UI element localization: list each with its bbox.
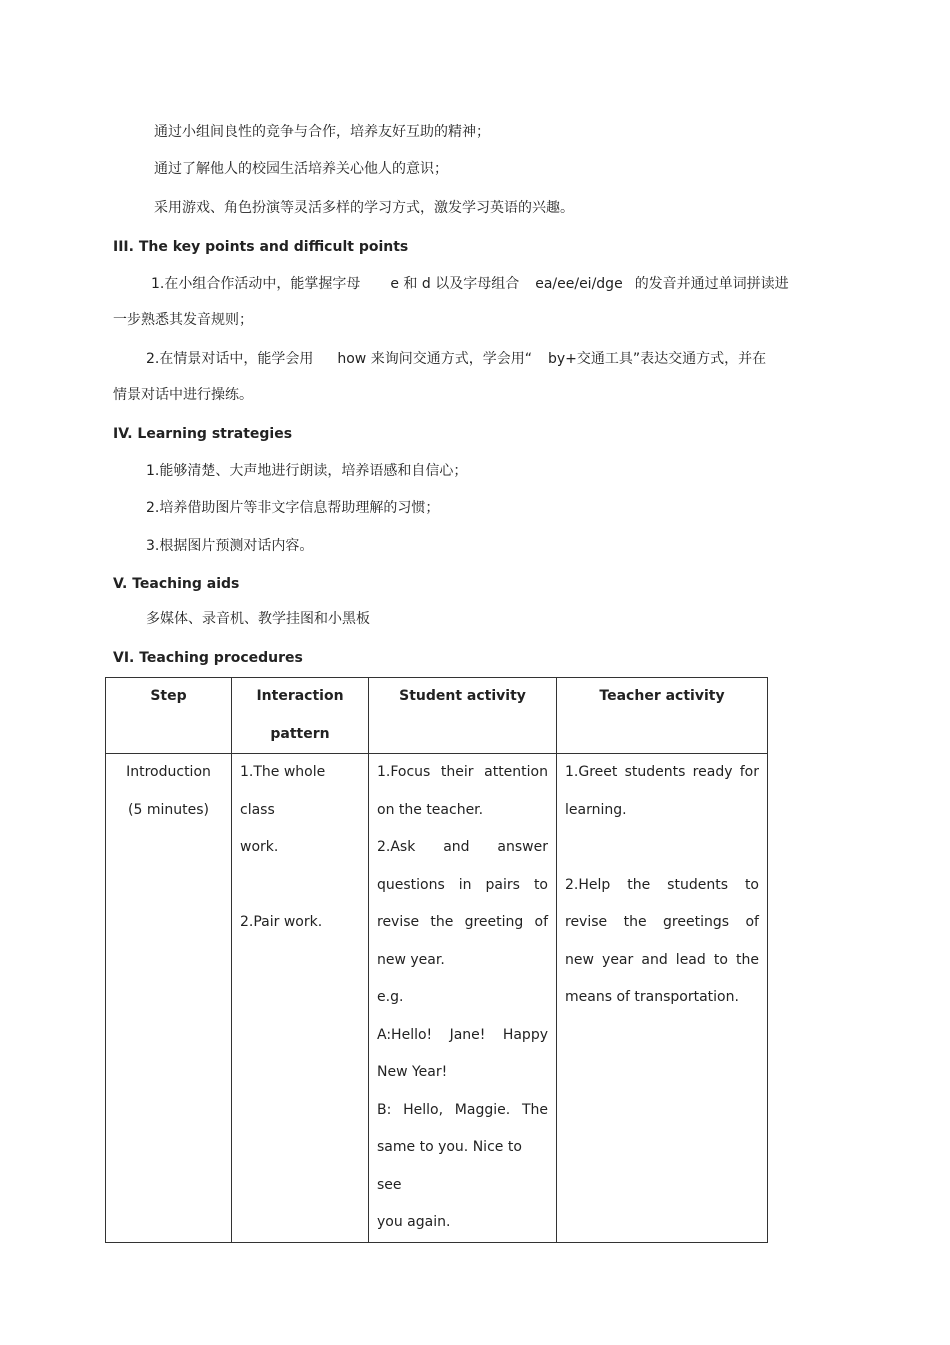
header-student-activity bbox=[369, 678, 557, 754]
key-point-1-part-b: e 和 d 以及字母组合 bbox=[390, 276, 520, 292]
teacher-line-2: learning. bbox=[565, 801, 627, 818]
student-line-10: B: Hello, Maggie. The bbox=[377, 1101, 548, 1118]
student-line-5: revise the greeting of bbox=[377, 914, 548, 930]
key-point-1-part-a: 1.在小组合作活动中，能掌握字母 bbox=[151, 276, 361, 292]
header-teacher-label: Teacher activity bbox=[599, 688, 725, 704]
header-teacher-activity bbox=[557, 678, 768, 754]
strategy-1: 1.能够清楚、大声地进行朗读，培养语感和自信心； bbox=[146, 463, 468, 479]
section-5-heading: V. Teaching aids bbox=[113, 576, 240, 592]
header-interaction bbox=[232, 678, 369, 754]
cell-student-activity bbox=[369, 754, 557, 1243]
student-line-8: A:Hello! Jane! Happy bbox=[377, 1026, 548, 1043]
teacher-line-6: new year and lead to the bbox=[565, 951, 759, 968]
teacher-line-4: 2.Help the students to bbox=[565, 876, 759, 893]
student-line-4: questions in pairs to bbox=[377, 876, 548, 893]
key-point-1-line-1 bbox=[151, 274, 789, 294]
teacher-line-5: revise the greetings of bbox=[565, 914, 759, 930]
interaction-1-line-1: 1.The whole class bbox=[240, 764, 326, 818]
table-row bbox=[106, 754, 768, 1243]
cell-step bbox=[106, 754, 232, 1243]
key-point-2-part-a: 2.在情景对话中，能学会用 bbox=[146, 351, 314, 367]
table-header-row bbox=[106, 678, 768, 754]
cell-teacher-activity bbox=[557, 754, 768, 1243]
student-line-11: same to you. Nice to see bbox=[377, 1139, 522, 1193]
key-point-1-part-d: 的发音并通过单词拼读进 bbox=[634, 276, 789, 292]
student-line-2: on the teacher. bbox=[377, 801, 484, 818]
cell-interaction bbox=[232, 754, 369, 1243]
interaction-1-line-2: work. bbox=[240, 839, 279, 855]
teacher-line-1: 1.Greet students ready for bbox=[565, 764, 759, 780]
key-point-1-line-2: 一步熟悉其发音规则； bbox=[113, 312, 253, 328]
header-student-label: Student activity bbox=[399, 688, 526, 704]
section-3-heading: III. The key points and difficult points bbox=[113, 239, 409, 255]
step-duration: (5 minutes) bbox=[128, 801, 209, 818]
section-6-heading: VI. Teaching procedures bbox=[113, 650, 303, 666]
header-step bbox=[106, 678, 232, 754]
student-line-1: 1.Focus their attention bbox=[377, 764, 548, 780]
key-point-1-part-c: ea/ee/ei/dge bbox=[535, 276, 623, 292]
section-4-heading: IV. Learning strategies bbox=[113, 426, 293, 442]
student-line-7: e.g. bbox=[377, 989, 404, 1005]
strategy-2: 2.培养借助图片等非文字信息帮助理解的习惯； bbox=[146, 500, 440, 516]
header-interaction-line-2: pattern bbox=[270, 725, 330, 742]
interaction-2: 2.Pair work. bbox=[240, 914, 323, 930]
interaction-spacer bbox=[240, 867, 360, 905]
objective-line-3: 采用游戏、角色扮演等灵活多样的学习方式，激发学习英语的兴趣。 bbox=[154, 200, 574, 216]
key-point-2-part-c: by+交通工具”表达交通方式，并在 bbox=[547, 351, 767, 367]
key-point-2-part-b: how 来询问交通方式，学会用“ bbox=[337, 351, 532, 367]
header-step-label: Step bbox=[150, 688, 187, 704]
objective-line-1: 通过小组间良性的竞争与合作，培养友好互助的精神； bbox=[154, 124, 490, 140]
teacher-spacer bbox=[565, 829, 759, 867]
student-line-3: 2.Ask and answer bbox=[377, 839, 548, 855]
strategy-3: 3.根据图片预测对话内容。 bbox=[146, 538, 314, 554]
student-line-9: New Year! bbox=[377, 1064, 448, 1080]
teaching-aids-text: 多媒体、录音机、教学挂图和小黑板 bbox=[146, 611, 370, 627]
student-line-12: you again. bbox=[377, 1214, 451, 1230]
teaching-procedures-table bbox=[105, 677, 768, 1243]
objective-line-2: 通过了解他人的校园生活培养关心他人的意识； bbox=[154, 161, 448, 177]
key-point-2-line-1 bbox=[146, 349, 766, 369]
key-point-2-line-2: 情景对话中进行操练。 bbox=[113, 387, 253, 403]
student-line-6: new year. bbox=[377, 951, 445, 968]
teacher-line-7: means of transportation. bbox=[565, 989, 739, 1005]
header-interaction-line-1: Interaction bbox=[256, 688, 344, 704]
step-name: Introduction bbox=[126, 764, 211, 780]
